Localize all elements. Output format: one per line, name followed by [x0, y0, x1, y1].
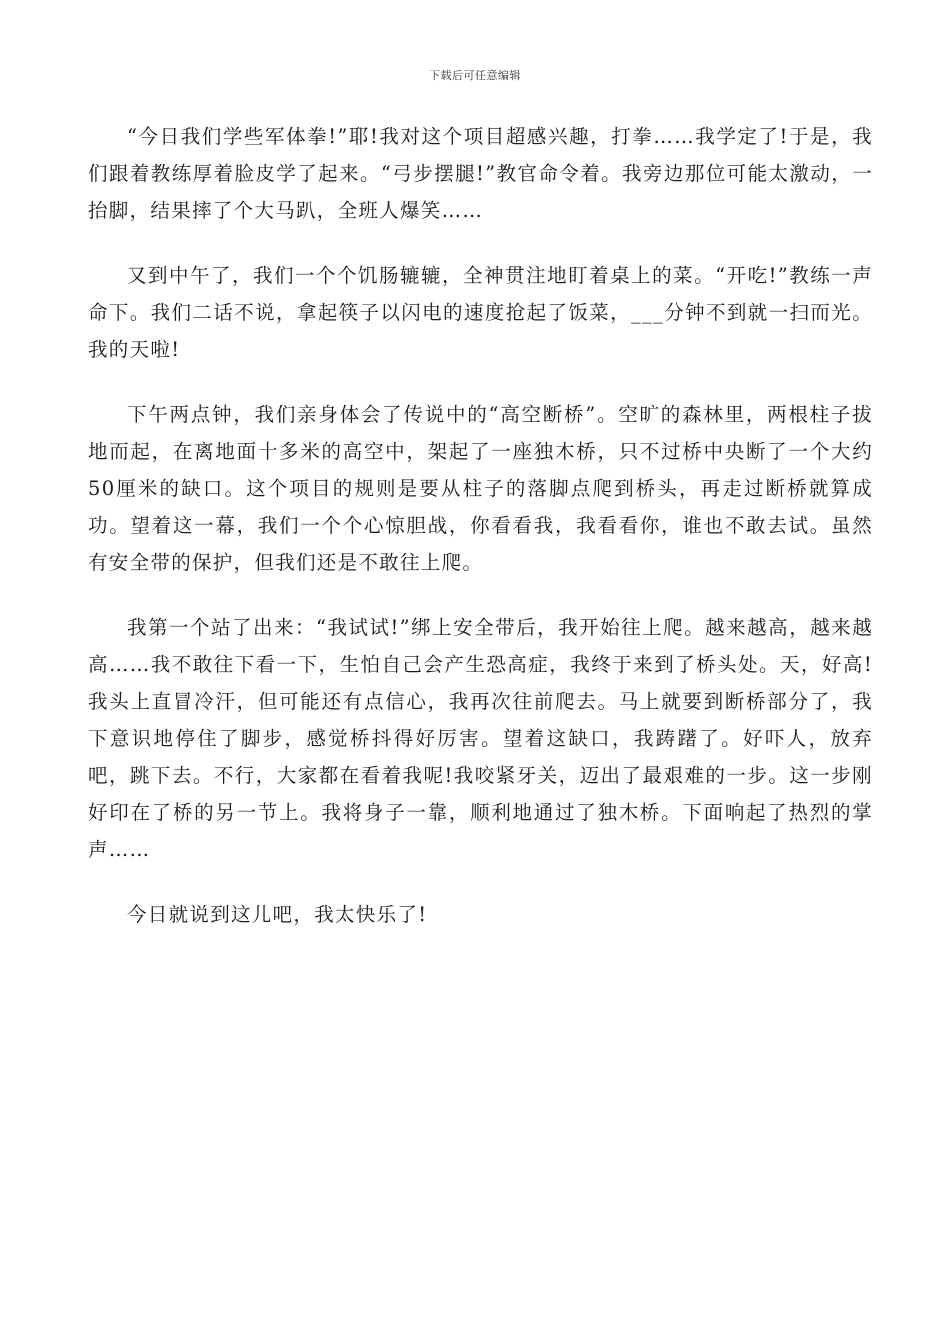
- paragraph-lunch: 又到中午了，我们一个个饥肠辘辘，全神贯注地盯着桌上的菜。“开吃!”教练一声命下。我们二话不说，拿起筷子以闪电的速度抢起了饭菜，___分钟不到就一扫而光。我的天啦!: [88, 264, 873, 361]
- paragraph-martial-arts: “今日我们学些军体拳!”耶!我对这个项目超感兴趣，打拳……我学定了!于是，我们跟着教练厚着脸皮学了起来。“弓步摆腿!”教官命令着。我旁边那位可能太激动，一抬脚，结果摔了个大马趴，全班人爆笑……: [88, 125, 873, 222]
- header-note: 下载后可任意编辑: [429, 69, 521, 82]
- paragraph-high-bridge: 下午两点钟，我们亲身体会了传说中的“高空断桥”。空旷的森林里，两根柱子拔地而起，在离地面十多米的高空中，架起了一座独木桥，只不过桥中央断了一个大约50厘米的缺口。这个项目的规则是要从柱子的落脚点爬到桥头，再走过断桥就算成功。望着这一幕，我们一个个心惊胆战，你看看我，我看看你，谁也不敢去试。虽然有安全带的保护，但我们还是不敢往上爬。: [88, 403, 873, 574]
- paragraph-conclusion: 今日就说到这儿吧，我太快乐了!: [127, 903, 428, 926]
- document-body: [88, 118, 873, 961]
- paragraph-crossing-bridge: 我第一个站了出来：“我试试!”绑上安全带后，我开始往上爬。越来越高，越来越高……我不敢往下看一下，生怕自己会产生恐高症，我终于来到了桥头处。天，好高!我头上直冒冷汗，但可能还有点信心，我再次往前爬去。马上就要到断桥部分了，我下意识地停住了脚步，感觉桥抖得好厉害。望着这缺口，我踌躇了。好吓人，放弃吧，跳下去。不行，大家都在看着我呢!我咬紧牙关，迈出了最艰难的一步。这一步刚好印在了桥的另一节上。我将身子一靠，顺利地通过了独木桥。下面响起了热烈的掌声……: [88, 616, 873, 861]
